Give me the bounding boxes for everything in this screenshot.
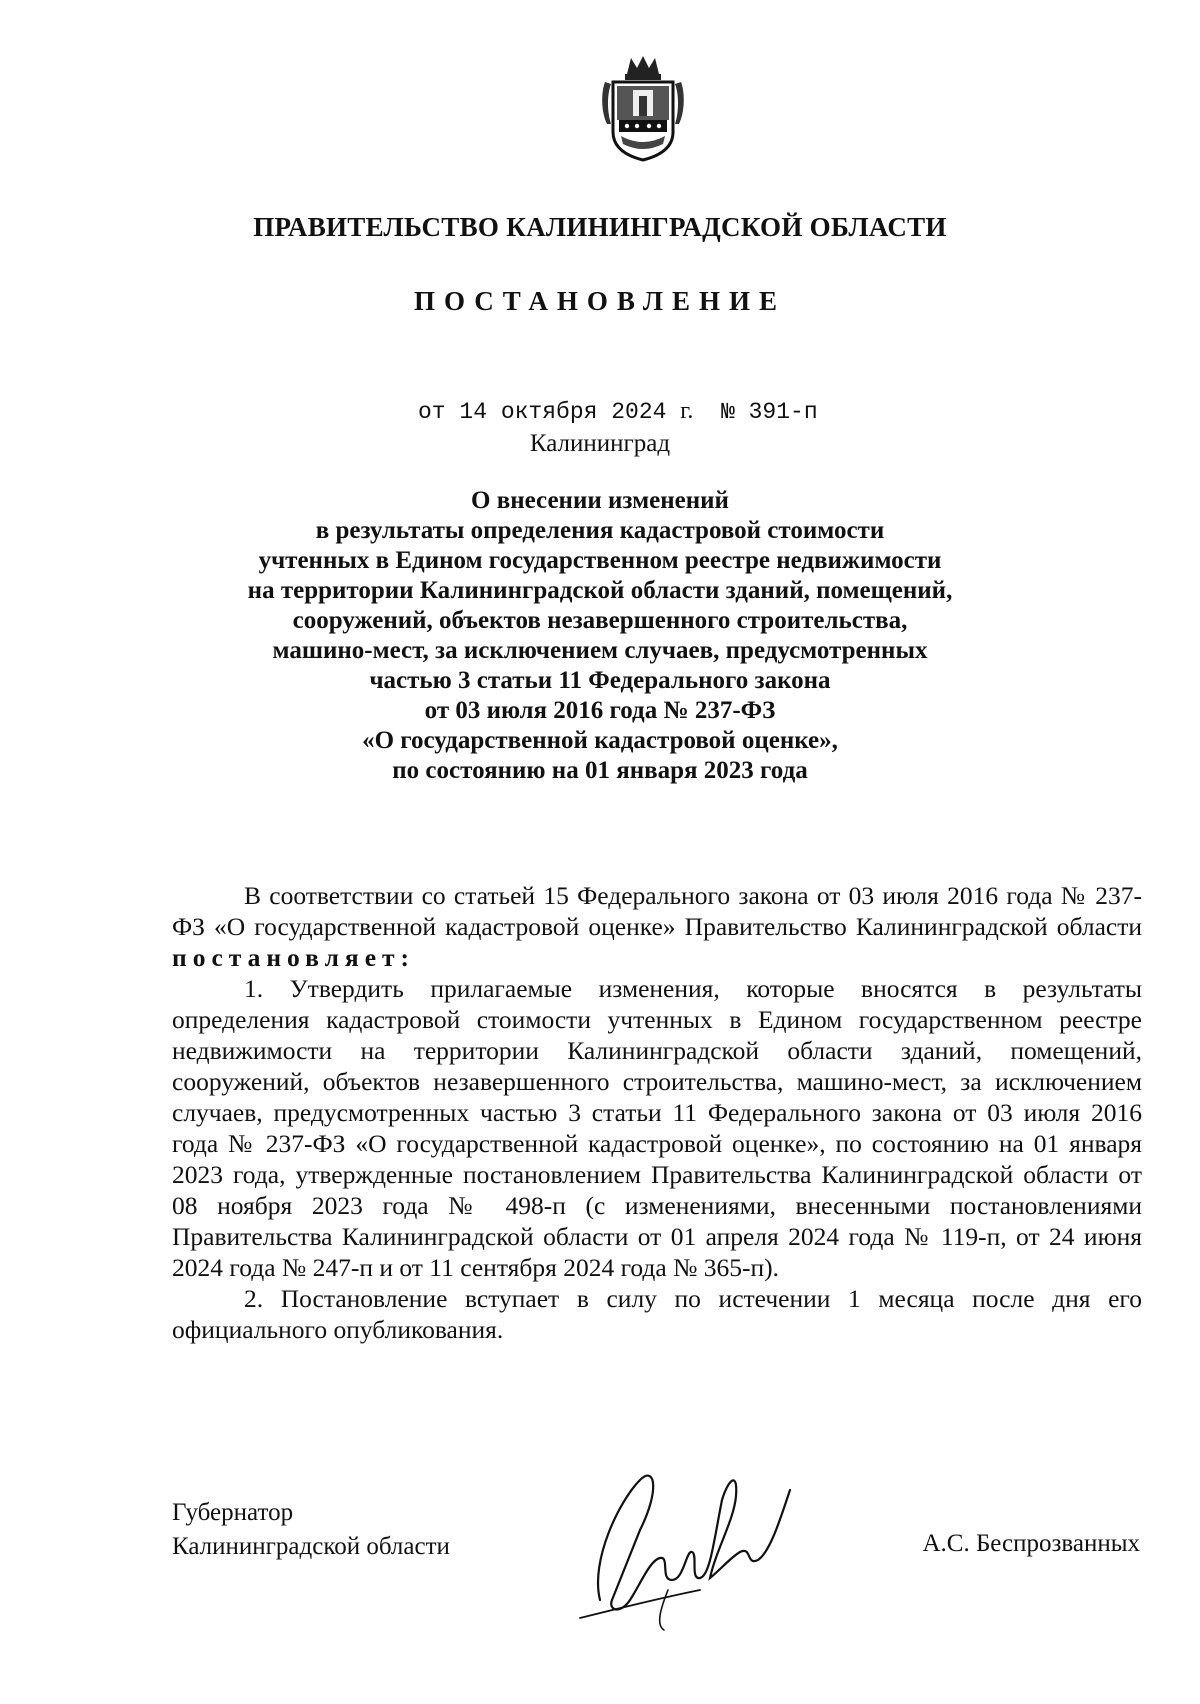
subject-line: учтенных в Едином государственном реестре недвижимости — [258, 547, 942, 574]
decree-number: № 391-п — [721, 399, 818, 425]
subject-line: в результаты определения кадастровой стоимости — [315, 517, 885, 544]
handwritten-signature — [560, 1440, 800, 1640]
document-subject — [150, 486, 1050, 786]
signatory-position — [172, 1496, 450, 1564]
preamble-paragraph — [172, 880, 1142, 973]
document-body — [172, 880, 1142, 1345]
subject-line: по состоянию на 01 января 2023 года — [392, 757, 808, 784]
resolves-word: постановляет: — [172, 943, 416, 972]
position-line: Губернатор — [172, 1499, 294, 1526]
subject-line: машино-мест, за исключением случаев, предусмотренных — [272, 637, 928, 664]
subject-line: «О государственной кадастровой оценке», — [362, 727, 838, 754]
document-type: ПОСТАНОВЛЕНИЕ — [413, 286, 787, 316]
item-1-paragraph: 1. Утвердить прилагаемые изменения, которые вносятся в результаты определения кадастровой стоимости учтенных в Едином государственном реестре недвижимости на территории Калининградской области зданий, помещений, сооружений, объектов незавершенного строительства, машино-мест, за исключением случаев, предусмотренных частью 3 статьи 11 Федерального закона от 03 июля 2016 года № 237-ФЗ «О государственной кадастровой оценке», по состоянию на 01 января 2023 года, утвержденные постановлением Правительства Калининградской области от 08 ноября 2023 года № 498-п (с изменениями, внесенными постановлениями Правительства Калининградской области от 01 апреля 2024 года № 119-п, от 24 июня 2024 года № 247-п и от 11 сентября 2024 года № 365-п). — [172, 974, 1142, 1282]
coat-of-arms-icon — [597, 52, 689, 164]
government-title: ПРАВИТЕЛЬСТВО КАЛИНИНГРАДСКОЙ ОБЛАСТИ — [253, 212, 947, 242]
subject-line: на территории Калининградской области зданий, помещений, — [247, 577, 953, 604]
subject-line: О внесении изменений — [471, 487, 729, 514]
city: Калининград — [529, 430, 671, 457]
signatory-name: А.С. Беспрозванных — [922, 1530, 1140, 1557]
subject-line: частью 3 статьи 11 Федерального закона — [369, 667, 831, 694]
position-line: Калининградской области — [172, 1533, 450, 1560]
item-2-paragraph: 2. Постановление вступает в силу по истечении 1 месяца после дня его официального опубликования. — [172, 1284, 1142, 1344]
preamble-text: В соответствии со статьей 15 Федерального закона от 03 июля 2016 года № 237-ФЗ «О государственной кадастровой оценке» Правительство Калининградской области — [172, 881, 1142, 941]
year-suffix: г. — [680, 398, 694, 424]
date: от 14 октября 2024 — [418, 399, 667, 425]
date-number-line — [418, 398, 818, 425]
subject-line: сооружений, объектов незавершенного строительства, — [292, 607, 908, 634]
subject-line: от 03 июля 2016 года № 237-ФЗ — [424, 697, 776, 724]
